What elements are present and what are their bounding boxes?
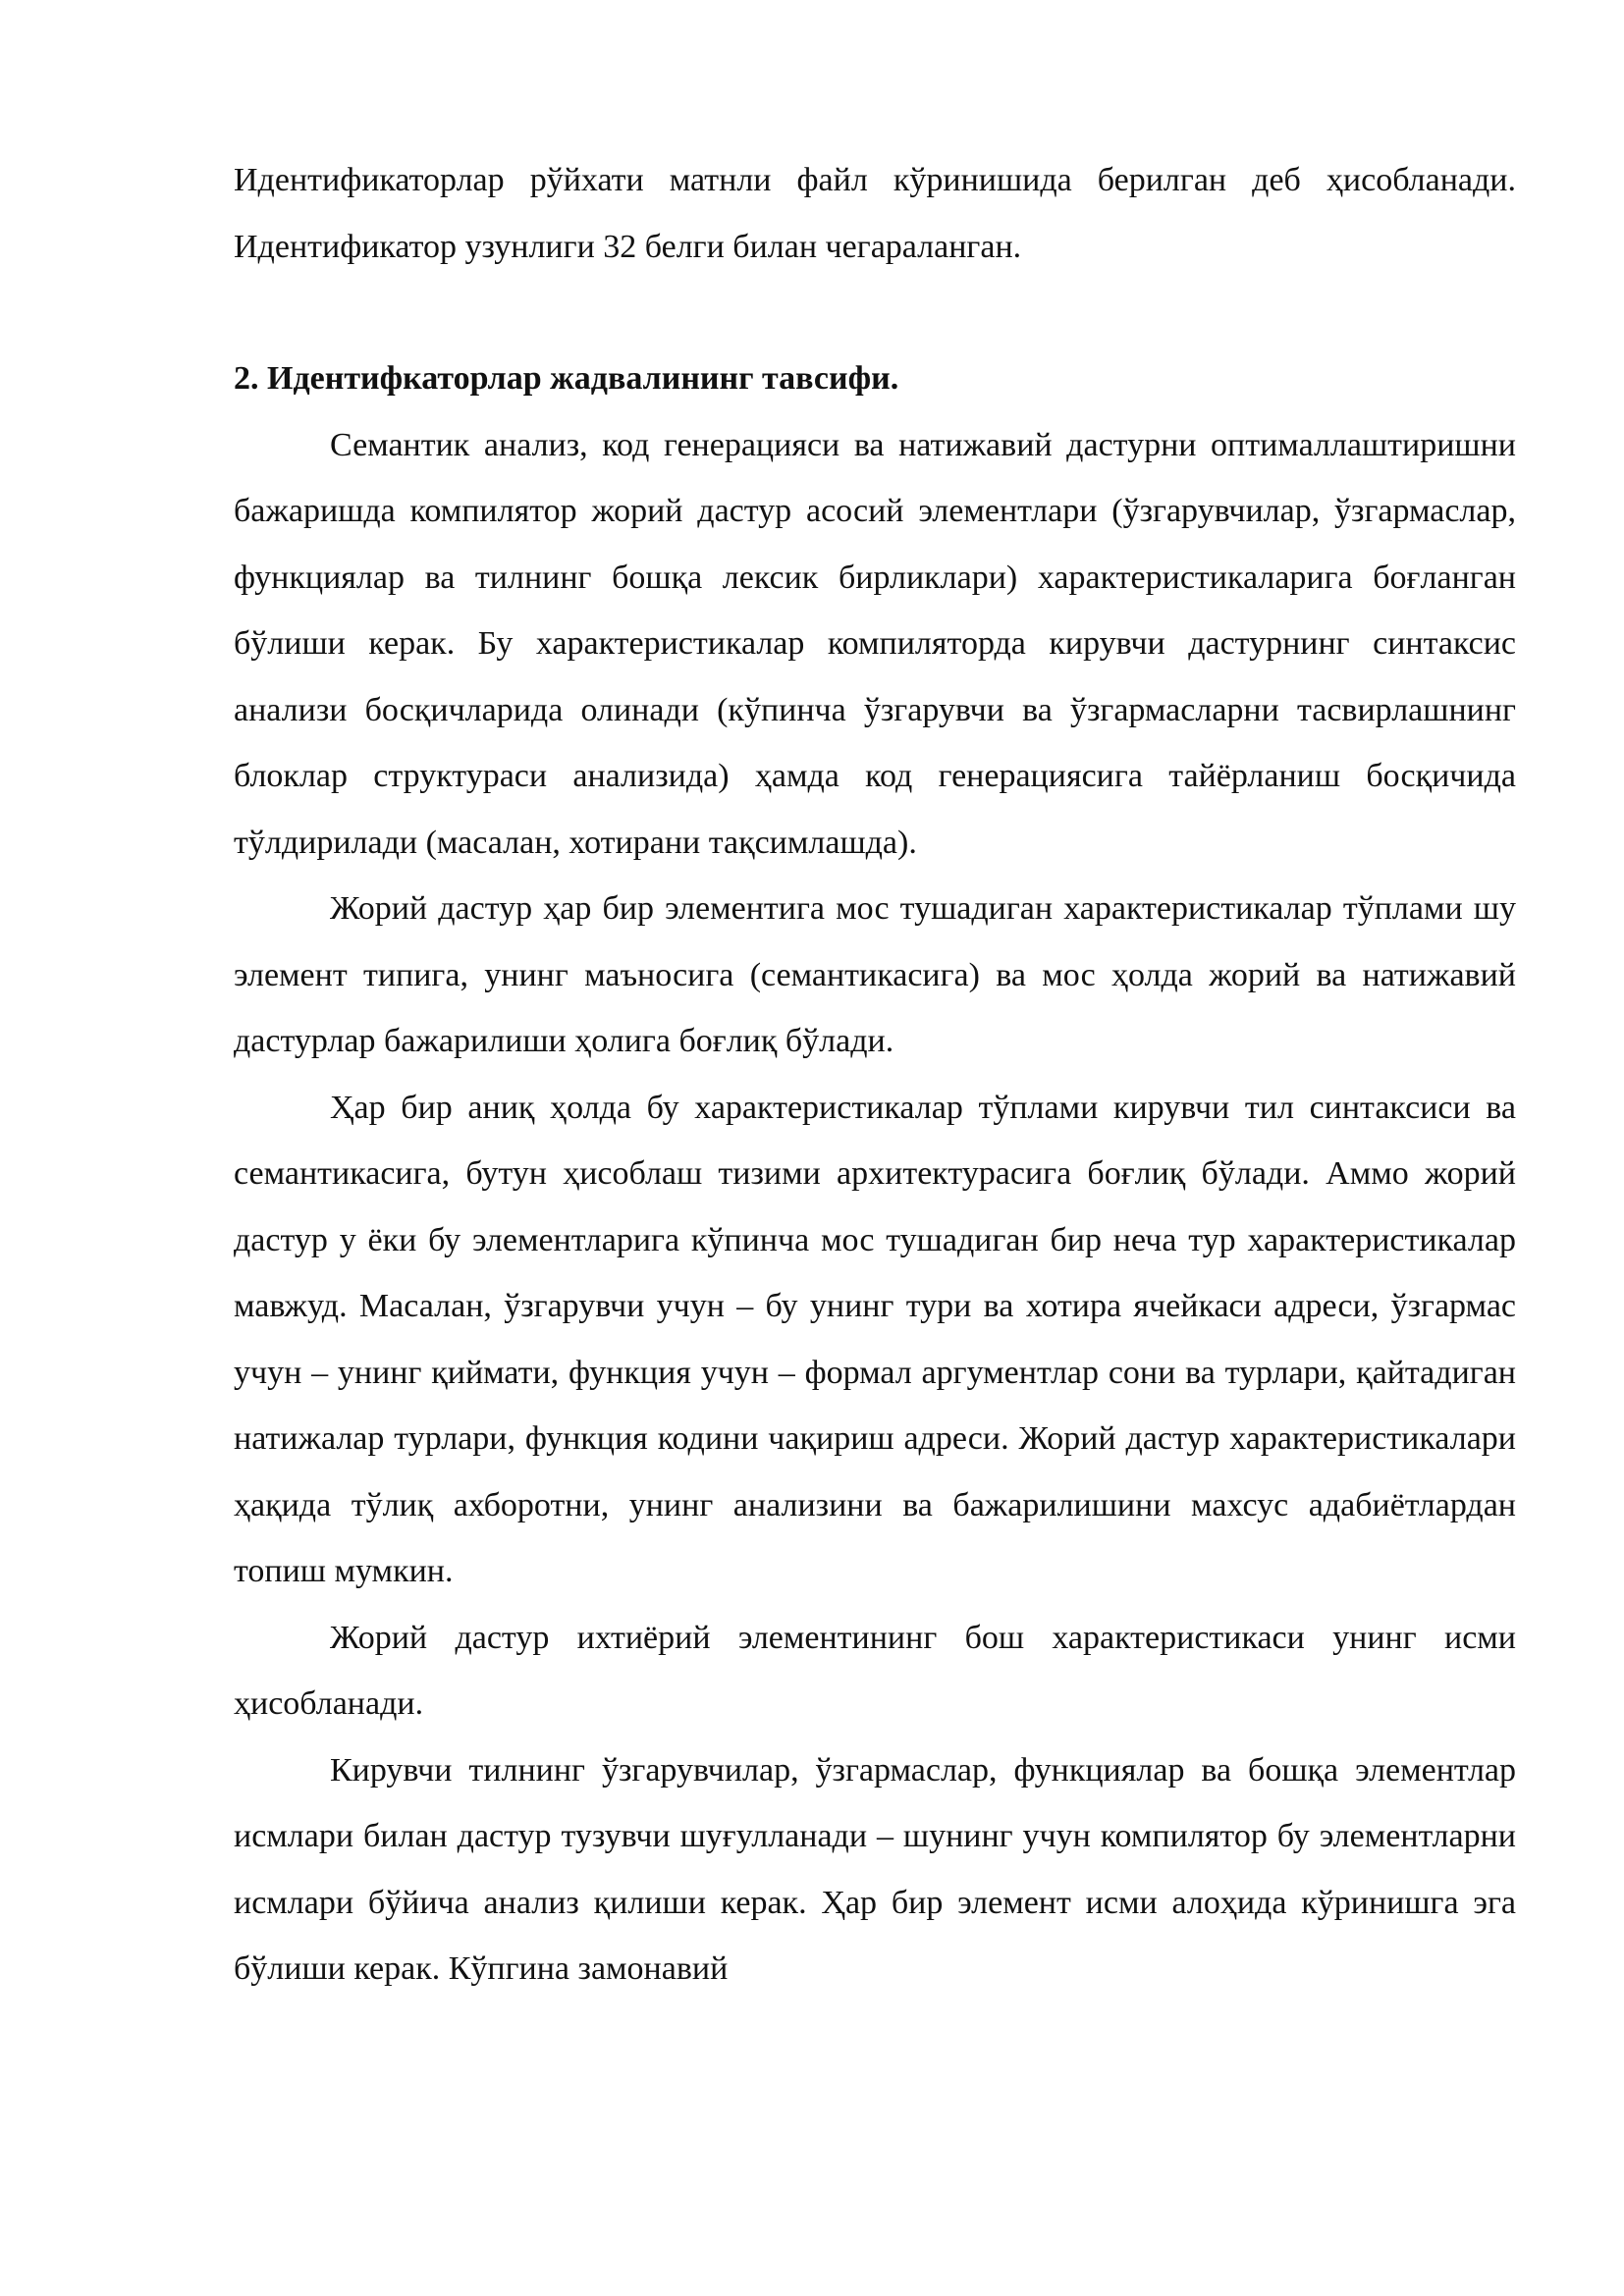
body-paragraph-5: Кирувчи тилнинг ўзгарувчилар, ўзгармаслар, функциялар ва бошқа элементлар исмлари билан дастур тузувчи шуғулланади – шунинг учун компилятор бу элементларни исмлари бўйича анализ қилиши керак. Ҳар бир элемент исми алоҳида кўринишга эга бўлиши керак. Кўпгина замонавий: [234, 1751, 1516, 1987]
intro-paragraph: Идентификаторлар рўйхати матнли файл кўринишида берилган деб ҳисобланади. Идентификатор узунлиги 32 белги билан чегараланган.: [234, 162, 1516, 265]
body-paragraph-4: Жорий дастур ихтиёрий элементининг бош характеристикаси унинг исми ҳисобланади.: [234, 1619, 1516, 1722]
section-heading: 2. Идентифкаторлар жадвалининг тавсифи.: [234, 360, 899, 397]
body-paragraph-1: Семантик анализ, код генерацияси ва натижавий дастурни оптималлаштиришни бажаришда компилятор жорий дастур асосий элементлари (ўзгарувчилар, ўзгармаслар, функциялар ва тилнинг бошқа лексик бирликлари) характеристикаларига боғланган бўлиши керак. Бу характеристикалар компиляторда кирувчи дастурнинг синтаксис анализи босқичларида олинади (кўпинча ўзгарувчи ва ўзгармасларни тасвирлашнинг блоклар структураси анализида) ҳамда код генерациясига тайёрланиш босқичида тўлдирилади (масалан, хотирани тақсимлашда).: [234, 426, 1516, 861]
body-paragraph-2: Жорий дастур ҳар бир элементига мос тушадиган характеристикалар тўплами шу элемент типига, унинг маъносига (семантикасига) ва мос ҳолда жорий ва натижавий дастурлар бажарилиши ҳолига боғлиқ бўлади.: [234, 890, 1516, 1059]
document-page: [234, 147, 1516, 2002]
body-paragraph-3: Ҳар бир аниқ ҳолда бу характеристикалар тўплами кирувчи тил синтаксиси ва семантикасига, бутун ҳисоблаш тизими архитектурасига боғлиқ бўлади. Аммо жорий дастур у ёки бу элементларига кўпинча мос тушадиган бир неча тур характеристикалар мавжуд. Масалан, ўзгарувчи учун – бу унинг тури ва хотира ячейкаси адреси, ўзгармас учун – унинг қиймати, функция учун – формал аргументлар сони ва турлари, қайтадиган натижалар турлари, функция кодини чақириш адреси. Жорий дастур характеристикалари ҳақида тўлиқ ахборотни, унинг анализини ва бажарилишини махсус адабиётлардан топиш мумкин.: [234, 1089, 1516, 1589]
